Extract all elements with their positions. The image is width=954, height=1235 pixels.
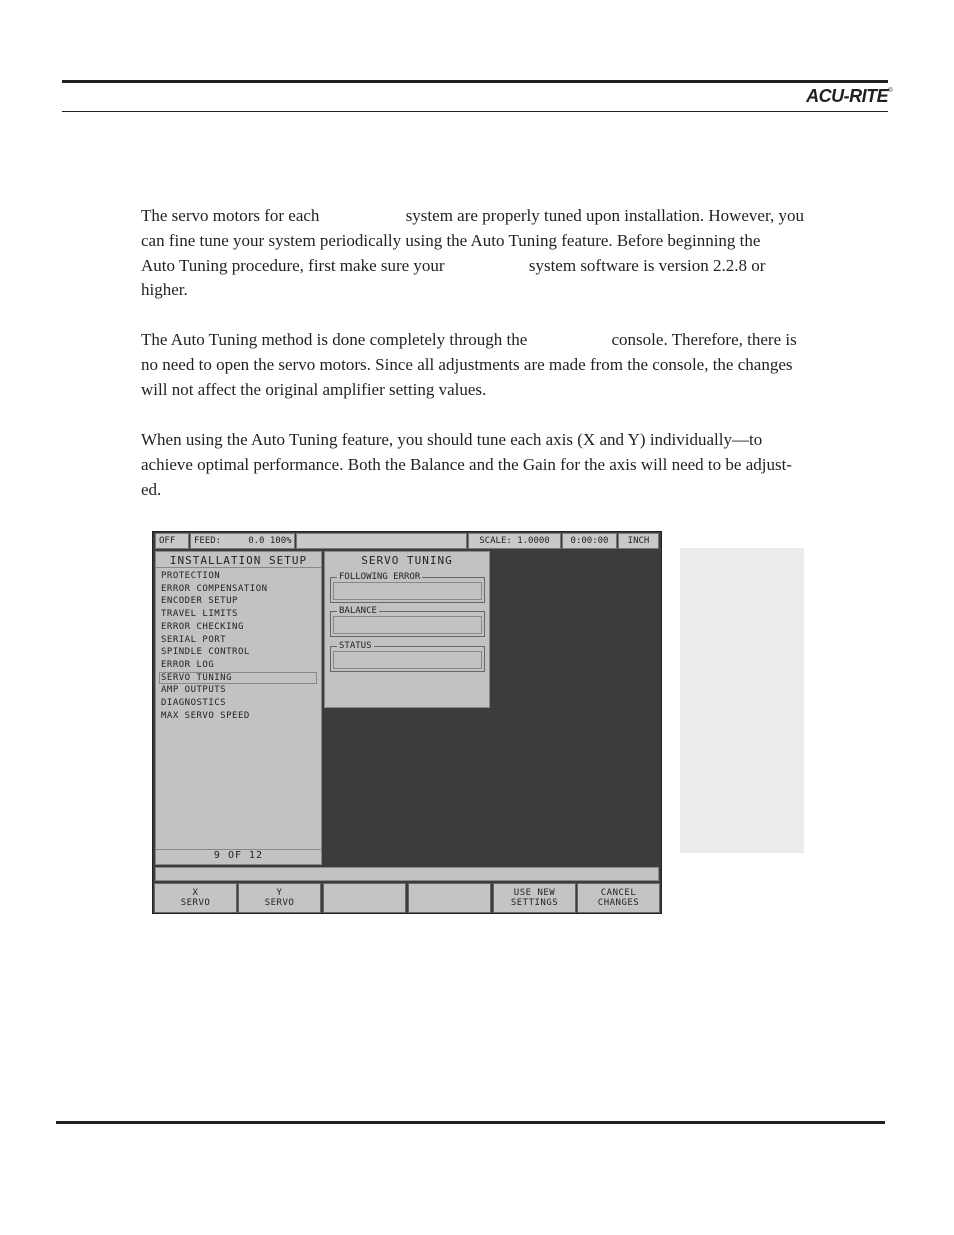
units-status: INCH [618, 533, 659, 549]
balance-label: BALANCE [339, 606, 377, 616]
page-indicator: 9 OF 12 [156, 849, 321, 864]
menu-item-protection[interactable]: PROTECTION [161, 571, 221, 581]
following-error-field [333, 582, 482, 600]
installation-setup-title: INSTALLATION SETUP [156, 552, 321, 568]
status-field [333, 651, 482, 669]
axis-paragraph: When using the Auto Tuning feature, you should tune each axis (X and Y) individually—to achieve optimal performance. Both the Balance and the Gain for the axis will need to be adjust- ed. [141, 430, 792, 499]
menu-item-max-servo-speed[interactable]: MAX SERVO SPEED [161, 710, 250, 721]
console-screenshot [152, 531, 662, 914]
header-rule-thin [62, 111, 888, 112]
following-error-group [330, 572, 485, 603]
status-spacer [296, 533, 467, 549]
scale-status: SCALE: 1.0000 [468, 533, 561, 549]
menu-item-servo-tuning[interactable]: SERVO TUNING [159, 672, 317, 685]
installation-setup-menu [156, 570, 321, 722]
message-bar [155, 867, 659, 881]
menu-item-amp-outputs[interactable]: AMP OUTPUTS [161, 685, 227, 696]
brand-logo: ACU-RITE® [806, 86, 892, 106]
menu-item-encoder-setup[interactable]: ENCODER SETUP [161, 596, 238, 607]
menu-item-serial-port[interactable]: SERIAL PORT [161, 634, 227, 645]
servo-tuning-panel [324, 551, 490, 708]
footer-rule [56, 1121, 885, 1124]
installation-setup-panel [155, 551, 322, 865]
mode-status: OFF [155, 533, 189, 549]
console-paragraph: The Auto Tuning method is done completely through the console. Therefore, there is no need to open the servo motors. Since all adjustments are made from the console, the changes will not affect the original amplifier setting values. [141, 330, 797, 399]
time-status: 0:00:00 [562, 533, 617, 549]
menu-item-diagnostics[interactable]: DIAGNOSTICS [161, 698, 227, 709]
callout-placeholder [680, 548, 804, 853]
balance-field [333, 616, 482, 634]
use-new-settings-softkey[interactable]: USE NEW SETTINGS [493, 883, 576, 913]
menu-item-travel-limits[interactable]: TRAVEL LIMITS [161, 609, 238, 620]
balance-group [330, 606, 485, 637]
y-servo-softkey[interactable]: Y SERVO [238, 883, 321, 913]
blank-softkey-3[interactable] [323, 883, 406, 913]
following-error-label: FOLLOWING ERROR [339, 572, 421, 582]
menu-item-error-log[interactable]: ERROR LOG [161, 659, 215, 670]
menu-item-error-checking[interactable]: ERROR CHECKING [161, 621, 244, 632]
menu-item-spindle-control[interactable]: SPINDLE CONTROL [161, 647, 250, 658]
blank-softkey-4[interactable] [408, 883, 491, 913]
menu-item-error-compensation[interactable]: ERROR COMPENSATION [161, 583, 268, 594]
header-rule-thick [62, 80, 888, 83]
status-group [330, 641, 485, 672]
status-label: STATUS [339, 641, 372, 651]
x-servo-softkey[interactable]: X SERVO [154, 883, 237, 913]
feed-status: FEED: 0.0 100% [190, 533, 295, 549]
servo-tuning-title: SERVO TUNING [361, 554, 453, 567]
intro-paragraph: The servo motors for each system are properly tuned upon installation. However, you can fine tune your system periodically using the Auto Tuning feature. Before beginning the Auto Tuning procedure, first make sure your system software is version 2.2.8 or higher. [141, 206, 804, 300]
cancel-changes-softkey[interactable]: CANCEL CHANGES [577, 883, 660, 913]
